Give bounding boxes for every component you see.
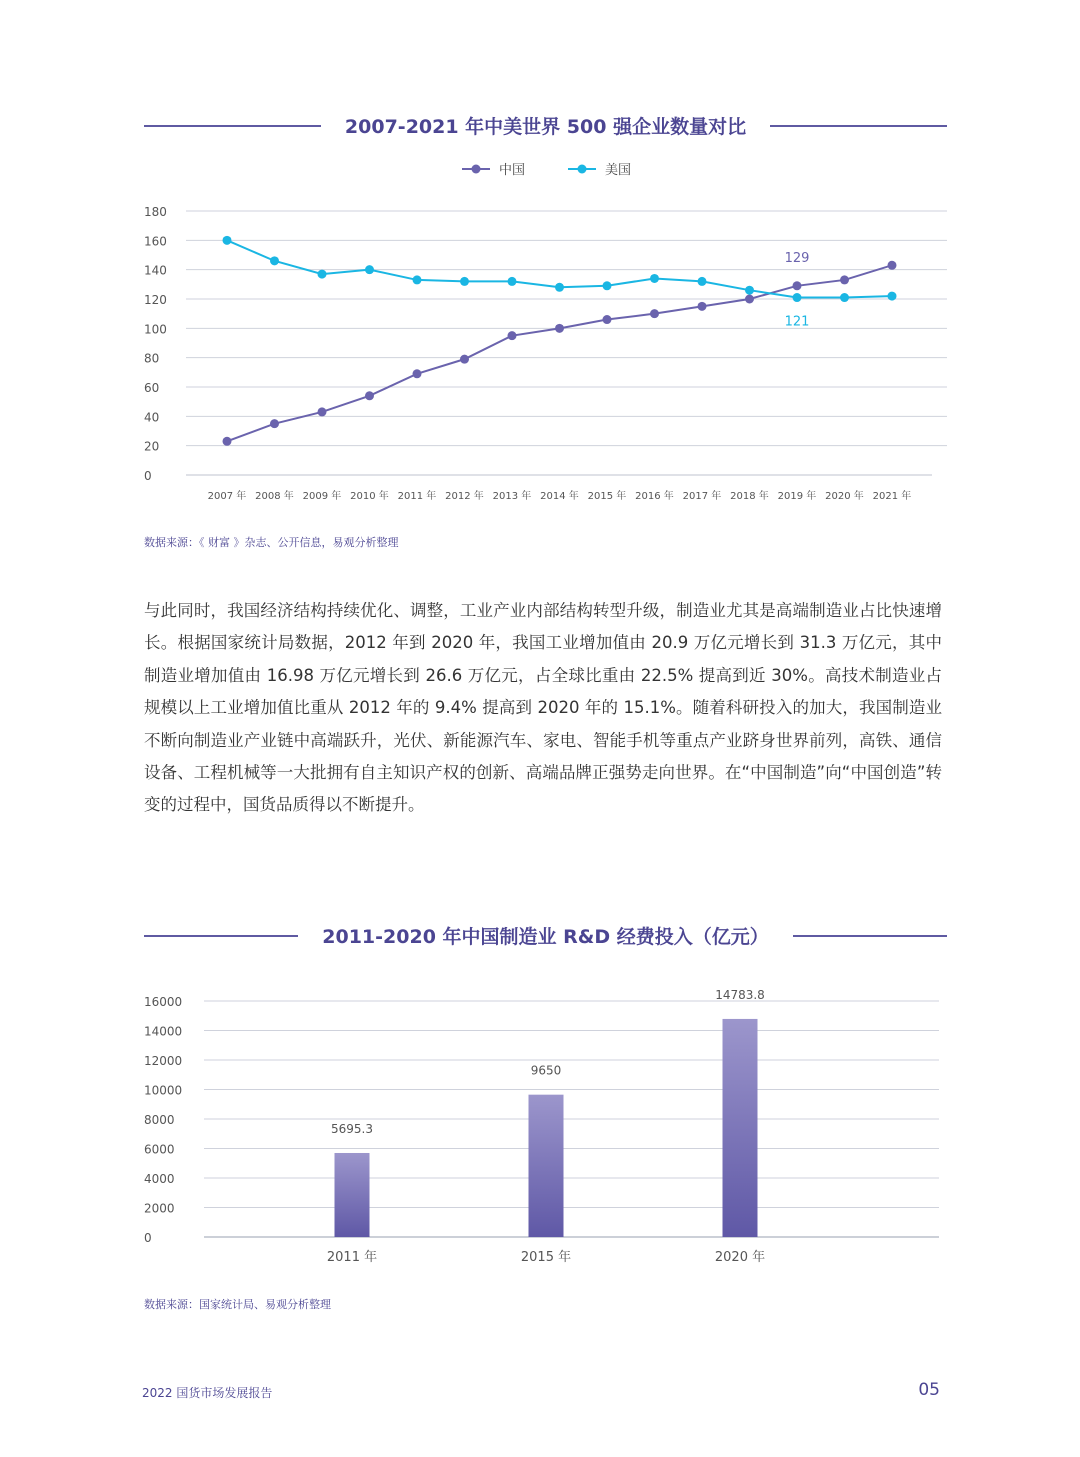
chart2-title-row: [144, 922, 947, 949]
bar-value-label: 5695.3: [331, 1121, 373, 1136]
chart1-title: 2007-2021 年中美世界 500 强企业数量对比: [344, 116, 747, 138]
usa-point: [223, 236, 232, 245]
y-tick-label: 160: [144, 234, 167, 249]
bar-value-label: 9650: [530, 1063, 562, 1078]
legend-label-china: 中国: [499, 163, 526, 178]
x-tick-label: 2008 年: [255, 491, 294, 502]
china-point: [888, 261, 897, 270]
y-tick-label: 140: [144, 263, 167, 278]
x-tick-label: 2011 年: [326, 1250, 378, 1265]
x-tick-label: 2011 年: [397, 491, 437, 502]
title-rule-right: [770, 125, 947, 127]
y-tick-label: 100: [144, 322, 167, 337]
usa-point: [270, 256, 279, 265]
y-tick-label: 180: [144, 205, 167, 219]
title-rule-left: [144, 125, 321, 127]
china-point: [270, 419, 279, 428]
x-tick-label: 2013 年: [492, 491, 532, 502]
china-point: [460, 355, 469, 364]
x-tick-label: 2020 年: [825, 491, 864, 502]
china-point: [318, 407, 327, 416]
china-point: [698, 302, 707, 311]
x-tick-label: 2009 年: [302, 491, 342, 502]
china-point: [365, 391, 374, 400]
y-tick-label: 40: [144, 410, 160, 425]
y-tick-label: 8000: [144, 1113, 175, 1127]
data-label-usa: 121: [784, 314, 810, 330]
x-tick-label: 2010 年: [350, 491, 389, 502]
usa-point: [365, 265, 374, 274]
china-point: [508, 331, 517, 340]
x-tick-label: 2015 年: [520, 1250, 572, 1265]
usa-point: [603, 281, 612, 290]
usa-point: [413, 275, 422, 284]
usa-point: [793, 293, 802, 302]
usa-point: [650, 274, 659, 283]
china-point: [745, 295, 754, 304]
chart1-title-row: [144, 112, 947, 139]
y-tick-label: 0: [144, 469, 152, 483]
usa-point: [460, 277, 469, 286]
chart1-source: 数据来源：《 财富 》杂志、公开信息，易观分析整理: [144, 536, 399, 549]
y-tick-label: 12000: [144, 1054, 183, 1068]
y-tick-label: 4000: [144, 1172, 175, 1186]
usa-point: [318, 270, 327, 279]
china-point: [413, 369, 422, 378]
x-tick-label: 2021 年: [872, 491, 912, 502]
y-tick-label: 16000: [144, 995, 183, 1009]
title-rule-left: [144, 935, 298, 937]
data-label-china: 129: [784, 250, 810, 266]
china-point: [650, 309, 659, 318]
title-rule-right: [793, 935, 947, 937]
usa-point: [840, 293, 849, 302]
china-point: [793, 281, 802, 290]
x-tick-label: 2020 年: [714, 1250, 766, 1265]
bar: [723, 1019, 758, 1237]
china-point: [840, 275, 849, 284]
bar: [335, 1153, 370, 1237]
legend-label-usa: 美国: [605, 163, 632, 178]
china-point: [223, 437, 232, 446]
line-chart: [0, 150, 1080, 520]
x-tick-label: 2007 年: [207, 491, 247, 502]
bar: [529, 1095, 564, 1237]
usa-point: [698, 277, 707, 286]
y-tick-label: 2000: [144, 1201, 175, 1216]
body-paragraph: [144, 595, 942, 822]
y-tick-label: 120: [144, 293, 167, 307]
y-tick-label: 10000: [144, 1083, 183, 1098]
x-tick-label: 2014 年: [540, 491, 579, 502]
x-tick-label: 2015 年: [587, 491, 627, 502]
legend-marker-china: [472, 165, 481, 174]
y-tick-label: 80: [144, 351, 160, 366]
legend-marker-usa: [578, 165, 587, 174]
y-tick-label: 6000: [144, 1142, 175, 1157]
x-tick-label: 2012 年: [445, 491, 484, 502]
china-point: [603, 315, 612, 324]
x-tick-label: 2016 年: [635, 491, 674, 502]
chart2-source: 数据来源：国家统计局、易观分析整理: [144, 1298, 331, 1311]
x-tick-label: 2018 年: [730, 491, 769, 502]
footer-report-name: 2022 国货市场发展报告: [142, 1386, 273, 1400]
x-tick-label: 2017 年: [682, 491, 722, 502]
page-number: 05: [918, 1380, 940, 1400]
bar-chart: [0, 980, 1080, 1280]
y-tick-label: 60: [144, 381, 160, 395]
usa-point: [508, 277, 517, 286]
bar-value-label: 14783.8: [715, 987, 765, 1002]
y-tick-label: 14000: [144, 1024, 183, 1039]
y-tick-label: 20: [144, 439, 160, 454]
paragraph-text: 与此同时，我国经济结构持续优化、调整，工业产业内部结构转型升级，制造业尤其是高端制造业占比快速增长。根据国家统计局数据，2012 年到 2020 年，我国工业增加值由 20.9 万亿元增长到 31.3 万亿元，其中制造业增加值由 16.98 万亿元增长到 26.6 万亿元，占全球比重由 22.5% 提高到近 30%。高技术制造业占规模以上工业增加值比重从 2012 年的 9.4% 提高到 2020 年的 15.1%。随着科研投入的加大，我国制造业不断向制造业产业链中高端跃升，光伏、新能源汽车、家电、智能手机等重点产业跻身世界前列，高铁、通信设备、工程机械等一大批拥有自主知识产权的创新、高端品牌正强势走向世界。在“中国制造”向“中国创造”转变的过程中，国货品质得以不断提升。: [144, 601, 942, 815]
usa-point: [745, 286, 754, 295]
usa-point: [555, 283, 564, 292]
china-point: [555, 324, 564, 333]
chart2-title: 2011-2020 年中国制造业 R&D 经费投入（亿元）: [322, 926, 769, 948]
x-tick-label: 2019 年: [777, 491, 817, 502]
usa-point: [888, 292, 897, 301]
y-tick-label: 0: [144, 1231, 152, 1245]
